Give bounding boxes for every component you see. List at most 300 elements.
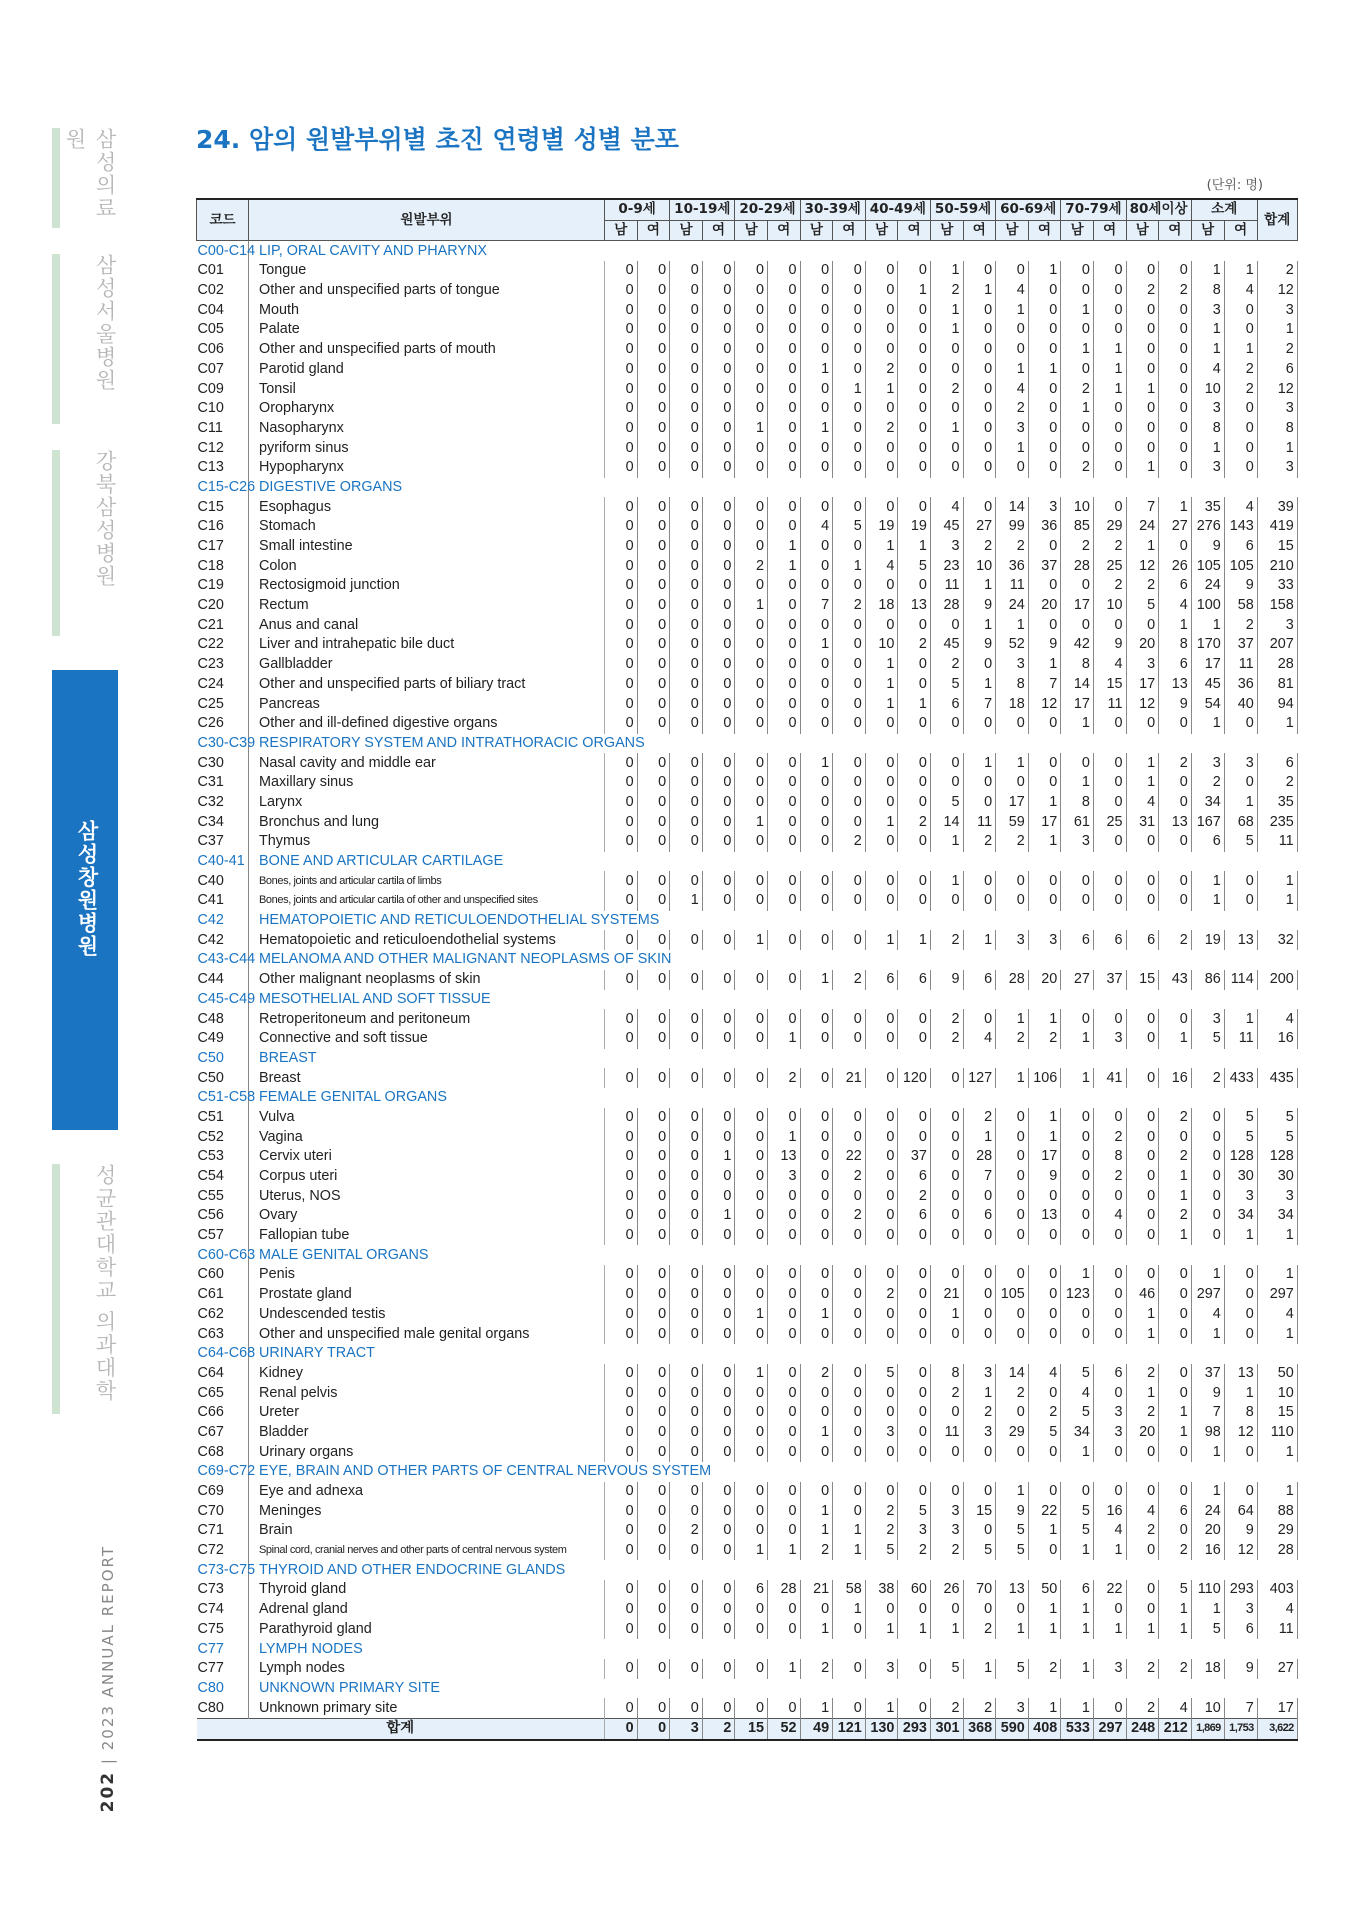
row-value: 4: [1126, 793, 1159, 813]
row-value: 2: [963, 1403, 996, 1423]
row-value: 0: [735, 537, 768, 557]
group-name: RESPIRATORY SYSTEM AND INTRATHORACIC ORGANS: [259, 734, 645, 751]
row-value: 0: [605, 537, 638, 557]
sidebar-tab-bar: [52, 1164, 60, 1414]
row-value: 32: [1257, 930, 1297, 950]
row-value: 0: [605, 1600, 638, 1620]
table-row: [197, 1442, 1298, 1462]
group-name: HEMATOPOIETIC AND RETICULOENDOTHELIAL SYSTEMS: [259, 912, 660, 929]
row-value: 0: [833, 1324, 866, 1344]
row-value: 170: [1191, 635, 1224, 655]
row-value: 17: [996, 793, 1029, 813]
row-value: 0: [1126, 1482, 1159, 1502]
row-value: 0: [670, 1147, 703, 1167]
total-value: 533: [1061, 1718, 1094, 1739]
row-value: 2: [996, 832, 1029, 852]
row-value: 1: [1028, 1127, 1061, 1147]
row-value: 0: [767, 1620, 800, 1640]
row-value: 0: [637, 1068, 670, 1088]
table-row: [197, 1127, 1298, 1147]
row-value: 1: [767, 537, 800, 557]
row-value: 0: [1028, 891, 1061, 911]
row-value: 0: [670, 1009, 703, 1029]
sidebar: [52, 128, 118, 1414]
row-code: C63: [197, 1324, 249, 1344]
row-value: 24: [1126, 517, 1159, 537]
row-value: 1: [996, 1068, 1029, 1088]
row-value: 0: [702, 281, 735, 301]
table-row: [197, 793, 1298, 813]
row-value: 0: [833, 1108, 866, 1128]
row-value: 0: [898, 340, 931, 360]
row-value: 1: [735, 812, 768, 832]
total-value: 52: [767, 1718, 800, 1739]
row-value: 0: [637, 399, 670, 419]
row-value: 0: [605, 1305, 638, 1325]
row-value: 29: [1093, 517, 1126, 537]
row-value: 0: [637, 1383, 670, 1403]
group-name: DIGESTIVE ORGANS: [259, 478, 403, 495]
row-value: 0: [898, 655, 931, 675]
row-value: 8: [1224, 1403, 1257, 1423]
row-value: 0: [996, 1206, 1029, 1226]
row-value: 0: [833, 1127, 866, 1147]
row-value: 0: [670, 1698, 703, 1718]
row-value: 0: [670, 930, 703, 950]
sidebar-tab-bar: [52, 254, 60, 424]
row-value: 1: [1191, 1442, 1224, 1462]
row-value: 0: [637, 714, 670, 734]
row-site: Rectum: [249, 596, 605, 616]
row-site: Bronchus and lung: [249, 812, 605, 832]
row-code: C66: [197, 1403, 249, 1423]
row-value: 2: [1224, 615, 1257, 635]
row-value: 0: [833, 1620, 866, 1640]
row-value: 0: [800, 871, 833, 891]
row-value: 0: [735, 1442, 768, 1462]
row-code: C48: [197, 1009, 249, 1029]
row-value: 0: [963, 773, 996, 793]
row-value: 0: [1126, 360, 1159, 380]
row-value: 0: [996, 1403, 1029, 1423]
row-value: 0: [670, 1127, 703, 1147]
row-site: Other and unspecified parts of mouth: [249, 340, 605, 360]
row-site: Ureter: [249, 1403, 605, 1423]
row-value: 0: [865, 1206, 898, 1226]
row-value: 0: [963, 1265, 996, 1285]
row-value: 0: [702, 675, 735, 695]
row-value: 9: [1224, 1659, 1257, 1679]
row-value: 34: [1191, 793, 1224, 813]
row-value: 0: [670, 458, 703, 478]
row-value: 0: [1093, 1305, 1126, 1325]
group-name: EYE, BRAIN AND OTHER PARTS OF CENTRAL NERVOUS SYSTEM: [259, 1463, 712, 1480]
row-value: 0: [1061, 1324, 1094, 1344]
row-code: C21: [197, 615, 249, 635]
row-value: 0: [637, 1600, 670, 1620]
header-female: 여: [702, 220, 735, 241]
row-value: 0: [637, 497, 670, 517]
page-number: 202: [98, 1770, 118, 1813]
row-value: 11: [930, 576, 963, 596]
row-value: 0: [637, 1127, 670, 1147]
row-value: 6: [1061, 1580, 1094, 1600]
row-value: 3: [963, 1364, 996, 1384]
row-value: 8: [1159, 635, 1192, 655]
row-value: 0: [735, 517, 768, 537]
row-value: 0: [702, 1226, 735, 1246]
row-code: C69: [197, 1482, 249, 1502]
row-value: 0: [963, 340, 996, 360]
row-value: 0: [735, 773, 768, 793]
row-value: 0: [1159, 832, 1192, 852]
row-value: 29: [996, 1423, 1029, 1443]
row-value: 0: [1224, 1305, 1257, 1325]
row-value: 0: [1159, 1442, 1192, 1462]
row-value: 1: [702, 1206, 735, 1226]
row-value: 1: [1159, 615, 1192, 635]
row-value: 0: [800, 694, 833, 714]
row-value: 0: [1028, 773, 1061, 793]
row-value: 0: [702, 1403, 735, 1423]
row-value: 0: [898, 1659, 931, 1679]
row-value: 1: [800, 1501, 833, 1521]
sidebar-tab-3[interactable]: [52, 450, 118, 636]
row-value: 1: [963, 753, 996, 773]
row-value: 0: [996, 891, 1029, 911]
header-code: 코드: [197, 199, 249, 241]
row-value: 0: [735, 1285, 768, 1305]
row-value: 0: [637, 891, 670, 911]
table-row: [197, 1541, 1298, 1561]
row-value: 0: [702, 1541, 735, 1561]
row-value: 1: [1191, 714, 1224, 734]
row-value: 2: [930, 281, 963, 301]
row-site: Nasopharynx: [249, 419, 605, 439]
row-value: 3: [1257, 615, 1297, 635]
row-value: 0: [702, 930, 735, 950]
header-female: 여: [637, 220, 670, 241]
row-value: 0: [637, 1698, 670, 1718]
row-value: 1: [1028, 655, 1061, 675]
row-value: 0: [930, 1206, 963, 1226]
row-value: 4: [1028, 1364, 1061, 1384]
row-value: 1: [1257, 1442, 1297, 1462]
row-code: C73: [197, 1580, 249, 1600]
row-value: 0: [670, 1442, 703, 1462]
row-value: 22: [1093, 1580, 1126, 1600]
row-code: C34: [197, 812, 249, 832]
row-value: 0: [735, 1383, 768, 1403]
row-value: 8: [1257, 419, 1297, 439]
row-value: 0: [1159, 891, 1192, 911]
row-value: 99: [996, 517, 1029, 537]
row-value: 0: [833, 1482, 866, 1502]
group-code: C40-41: [197, 852, 249, 872]
row-value: 0: [800, 1127, 833, 1147]
row-code: C42: [197, 930, 249, 950]
sidebar-tab-1[interactable]: [52, 128, 118, 228]
row-value: 0: [735, 891, 768, 911]
row-value: 1: [1028, 1521, 1061, 1541]
row-site: Tongue: [249, 261, 605, 281]
row-site: Meninges: [249, 1501, 605, 1521]
row-value: 1: [930, 871, 963, 891]
row-value: 0: [898, 1305, 931, 1325]
row-value: 0: [1093, 615, 1126, 635]
row-site: pyriform sinus: [249, 438, 605, 458]
row-value: 0: [605, 1659, 638, 1679]
row-value: 28: [767, 1580, 800, 1600]
row-value: 0: [670, 1620, 703, 1640]
row-value: 0: [1159, 1127, 1192, 1147]
total-value: 130: [865, 1718, 898, 1739]
row-value: 0: [930, 340, 963, 360]
row-value: 30: [1257, 1167, 1297, 1187]
row-value: 5: [996, 1659, 1029, 1679]
row-value: 0: [767, 261, 800, 281]
row-value: 120: [898, 1068, 931, 1088]
row-value: 0: [735, 320, 768, 340]
total-value: 2: [702, 1718, 735, 1739]
row-value: 0: [702, 1364, 735, 1384]
total-value: 1,869: [1191, 1718, 1224, 1739]
table-row: [197, 655, 1298, 675]
row-value: 1: [1061, 1541, 1094, 1561]
row-value: 3: [1257, 1186, 1297, 1206]
row-value: 12: [1224, 1423, 1257, 1443]
row-value: 0: [637, 438, 670, 458]
row-value: 0: [800, 1482, 833, 1502]
row-value: 14: [1061, 675, 1094, 695]
row-value: 35: [1257, 793, 1297, 813]
row-value: 21: [800, 1580, 833, 1600]
row-value: 0: [898, 714, 931, 734]
row-value: 19: [865, 517, 898, 537]
row-value: 0: [702, 537, 735, 557]
row-value: 0: [767, 753, 800, 773]
row-value: 0: [670, 379, 703, 399]
row-value: 0: [702, 1423, 735, 1443]
row-value: 0: [963, 1324, 996, 1344]
row-value: 0: [1061, 871, 1094, 891]
row-value: 0: [637, 675, 670, 695]
row-value: 1: [963, 675, 996, 695]
row-value: 0: [767, 1501, 800, 1521]
row-value: 0: [1061, 1108, 1094, 1128]
table-row: [197, 1265, 1298, 1285]
row-value: 8: [1191, 281, 1224, 301]
row-value: 5: [1224, 832, 1257, 852]
row-value: 0: [1126, 300, 1159, 320]
table-row: [197, 1423, 1298, 1443]
table-row: [197, 1186, 1298, 1206]
row-value: 0: [865, 320, 898, 340]
row-value: 0: [963, 320, 996, 340]
row-value: 0: [637, 537, 670, 557]
row-value: 0: [605, 753, 638, 773]
row-value: 0: [1224, 891, 1257, 911]
row-value: 5: [1126, 596, 1159, 616]
sidebar-tab-5[interactable]: [52, 1164, 118, 1414]
row-value: 36: [1224, 675, 1257, 695]
row-value: 0: [670, 655, 703, 675]
row-value: 0: [1093, 1285, 1126, 1305]
row-value: 0: [767, 675, 800, 695]
row-value: 3: [930, 1501, 963, 1521]
header-female: 여: [833, 220, 866, 241]
page-title: 24. 암의 원발부위별 초진 연령별 성별 분포: [196, 125, 679, 154]
row-value: 0: [767, 970, 800, 990]
row-value: 3: [1257, 300, 1297, 320]
table-row: [197, 675, 1298, 695]
row-value: 1: [800, 1521, 833, 1541]
row-value: 28: [1061, 556, 1094, 576]
row-value: 0: [767, 497, 800, 517]
row-value: 0: [1126, 340, 1159, 360]
row-value: 50: [1257, 1364, 1297, 1384]
row-value: 0: [735, 714, 768, 734]
row-value: 0: [1159, 399, 1192, 419]
table-row: [197, 537, 1298, 557]
row-value: 0: [898, 871, 931, 891]
group-row: [197, 1049, 1298, 1069]
row-value: 0: [1028, 1305, 1061, 1325]
row-value: 0: [800, 281, 833, 301]
row-value: 5: [833, 517, 866, 537]
sidebar-tab-label: 삼성의료원: [63, 128, 117, 220]
row-code: C74: [197, 1600, 249, 1620]
row-value: 2: [833, 832, 866, 852]
row-value: 2: [930, 1698, 963, 1718]
row-site: Corpus uteri: [249, 1167, 605, 1187]
table-row: [197, 517, 1298, 537]
total-value: 3,622: [1257, 1718, 1297, 1739]
row-value: 0: [767, 320, 800, 340]
row-value: 0: [865, 458, 898, 478]
header-total: 합계: [1257, 199, 1297, 241]
row-value: 3: [1028, 930, 1061, 950]
row-value: 1: [1093, 360, 1126, 380]
row-value: 13: [1159, 812, 1192, 832]
row-value: 1: [996, 438, 1029, 458]
row-value: 0: [735, 970, 768, 990]
row-value: 0: [637, 1226, 670, 1246]
row-value: 5: [930, 793, 963, 813]
row-value: 6: [1093, 1364, 1126, 1384]
row-value: 3: [930, 1521, 963, 1541]
row-value: 9: [1224, 576, 1257, 596]
row-value: 0: [670, 1265, 703, 1285]
row-value: 0: [767, 596, 800, 616]
row-value: 1: [767, 1029, 800, 1049]
group-code: C51-C58: [197, 1088, 249, 1108]
group-code: C30-C39: [197, 734, 249, 754]
header-age-group: 소계: [1191, 199, 1257, 220]
row-code: C19: [197, 576, 249, 596]
sidebar-tab-2[interactable]: [52, 254, 118, 424]
row-value: 127: [963, 1068, 996, 1088]
row-value: 1: [963, 1659, 996, 1679]
row-value: 0: [1159, 419, 1192, 439]
table-row: [197, 1226, 1298, 1246]
row-value: 0: [930, 360, 963, 380]
row-value: 1: [1191, 891, 1224, 911]
row-value: 0: [637, 1541, 670, 1561]
header-age-group: 20-29세: [735, 199, 800, 220]
row-value: 0: [865, 1226, 898, 1246]
sidebar-tab-4[interactable]: [52, 670, 118, 1130]
row-value: 0: [833, 694, 866, 714]
row-value: 0: [963, 497, 996, 517]
table-row: [197, 320, 1298, 340]
table-row: [197, 1029, 1298, 1049]
row-value: 28: [930, 596, 963, 616]
row-value: 0: [930, 1108, 963, 1128]
row-value: 1: [996, 300, 1029, 320]
row-value: 1: [930, 261, 963, 281]
row-value: 0: [1061, 1226, 1094, 1246]
row-value: 0: [1126, 1147, 1159, 1167]
row-value: 13: [996, 1580, 1029, 1600]
row-value: 37: [898, 1147, 931, 1167]
row-value: 0: [637, 281, 670, 301]
row-value: 2: [963, 1698, 996, 1718]
row-value: 2: [865, 1521, 898, 1541]
row-value: 19: [1191, 930, 1224, 950]
row-value: 98: [1191, 1423, 1224, 1443]
row-value: 0: [1126, 419, 1159, 439]
row-value: 58: [833, 1580, 866, 1600]
row-value: 0: [637, 1482, 670, 1502]
row-value: 37: [1093, 970, 1126, 990]
row-value: 1: [1126, 537, 1159, 557]
report-footer: [98, 1545, 118, 1812]
row-value: 2: [1159, 1147, 1192, 1167]
row-value: 0: [865, 438, 898, 458]
row-value: 17: [1191, 655, 1224, 675]
row-value: 0: [865, 891, 898, 911]
row-value: 1: [996, 360, 1029, 380]
row-value: 0: [767, 1364, 800, 1384]
row-value: 0: [898, 1698, 931, 1718]
row-value: 0: [735, 1127, 768, 1147]
row-value: 4: [800, 517, 833, 537]
row-value: 0: [637, 1108, 670, 1128]
row-site: Urinary organs: [249, 1442, 605, 1462]
row-value: 0: [767, 871, 800, 891]
row-value: 43: [1159, 970, 1192, 990]
row-value: 0: [1191, 1186, 1224, 1206]
row-value: 4: [1257, 1305, 1297, 1325]
row-value: 0: [735, 635, 768, 655]
row-value: 0: [735, 1147, 768, 1167]
row-value: 1: [930, 1620, 963, 1640]
total-value: 212: [1159, 1718, 1192, 1739]
row-value: 0: [670, 1226, 703, 1246]
row-value: 0: [702, 871, 735, 891]
table-row: [197, 635, 1298, 655]
row-value: 0: [800, 497, 833, 517]
row-value: 1: [1159, 1620, 1192, 1640]
row-code: C41: [197, 891, 249, 911]
table-row: [197, 1364, 1298, 1384]
row-value: 33: [1257, 576, 1297, 596]
row-site: Brain: [249, 1521, 605, 1541]
row-value: 1: [930, 419, 963, 439]
row-value: 0: [1093, 1383, 1126, 1403]
row-value: 0: [670, 517, 703, 537]
